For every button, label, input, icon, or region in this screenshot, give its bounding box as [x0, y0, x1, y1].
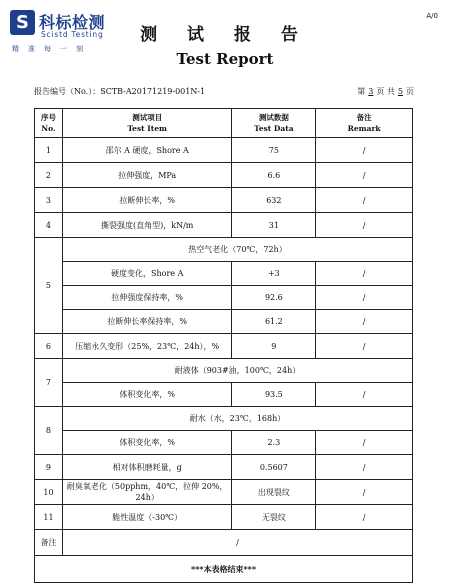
cell-remark: / [316, 505, 413, 530]
table-row [35, 286, 413, 310]
cell-remark: / [316, 286, 413, 310]
cell-group-title: 耐水（水，23℃，168h） [62, 407, 412, 431]
table-row [35, 359, 413, 383]
cell-data: 2.3 [232, 431, 316, 455]
logo-slogan: 精准每一刻 [12, 45, 92, 53]
table-row [35, 455, 413, 480]
cell-data: 92.6 [232, 286, 316, 310]
cell-item: 相对体积磨耗量，g [62, 455, 232, 480]
cell-no: 10 [35, 480, 63, 505]
page-current: 3 [368, 87, 374, 96]
table-row [35, 213, 413, 238]
table-end-marker: ***本表格结束*** [35, 556, 413, 583]
col-header-data: 测试数据 Test Data [232, 109, 316, 138]
cell-remark: / [316, 431, 413, 455]
cell-no: 8 [35, 407, 63, 455]
cell-group-title: 耐液体（903#油，100℃，24h） [62, 359, 412, 383]
cell-item: 拉伸强度保持率，% [62, 286, 232, 310]
cell-data: 出现裂纹 [232, 480, 316, 505]
cell-data: 75 [232, 138, 316, 163]
page-indicator [357, 86, 414, 97]
report-number: 报告编号（No.）：SCTB-A20171219-001N-1 [34, 87, 206, 96]
cell-no: 1 [35, 138, 63, 163]
cell-data: 632 [232, 188, 316, 213]
cell-data: 31 [232, 213, 316, 238]
test-results-table [34, 108, 413, 583]
cell-item: 拉断伸长率，% [62, 188, 232, 213]
table-row [35, 383, 413, 407]
cell-no: 6 [35, 334, 63, 359]
page-title-en: Test Report [176, 50, 274, 68]
page-code: A/0 [426, 12, 438, 20]
cell-no: 9 [35, 455, 63, 480]
col-header-item: 测试项目 Test Item [62, 109, 232, 138]
table-row [35, 238, 413, 262]
cell-data: 0.5607 [232, 455, 316, 480]
cell-remark: / [316, 310, 413, 334]
cell-remark: / [316, 480, 413, 505]
table-row [35, 334, 413, 359]
cell-remark: / [316, 334, 413, 359]
cell-remark: / [316, 383, 413, 407]
table-row [35, 505, 413, 530]
cell-item: 耐臭氧老化（50pphm，40℃，拉伸 20%，24h） [62, 480, 232, 505]
cell-item: 硬度变化，Shore A [62, 262, 232, 286]
cell-no: 3 [35, 188, 63, 213]
cell-item: 撕裂强度(直角型)，kN/m [62, 213, 232, 238]
cell-no: 7 [35, 359, 63, 407]
page-mid: 页 共 [376, 87, 395, 96]
cell-item: 拉断伸长率保持率，% [62, 310, 232, 334]
cell-remark: / [316, 455, 413, 480]
cell-group-title: 热空气老化（70℃，72h） [62, 238, 412, 262]
cell-remark: / [316, 163, 413, 188]
table-header-row [35, 109, 413, 138]
note-value: / [62, 530, 412, 556]
table-row [35, 188, 413, 213]
table-row [35, 262, 413, 286]
cell-data: 6.6 [232, 163, 316, 188]
cell-no: 5 [35, 238, 63, 334]
cell-item: 拉伸强度，MPa [62, 163, 232, 188]
table-row [35, 480, 413, 505]
cell-no: 2 [35, 163, 63, 188]
page-suffix: 页 [406, 87, 414, 96]
cell-remark: / [316, 213, 413, 238]
table-row [35, 310, 413, 334]
cell-data: 93.5 [232, 383, 316, 407]
cell-item: 体积变化率，% [62, 431, 232, 455]
cell-item: 邵尔 A 硬度，Shore A [62, 138, 232, 163]
page-prefix: 第 [357, 87, 366, 96]
table-row [35, 163, 413, 188]
logo-mark-icon: S [10, 10, 35, 35]
cell-item: 压缩永久变形（25%，23℃，24h），% [62, 334, 232, 359]
cell-data: +3 [232, 262, 316, 286]
page-total: 5 [397, 87, 403, 96]
table-row [35, 407, 413, 431]
cell-data: 61.2 [232, 310, 316, 334]
logo-name-cn: 科标检测 [39, 13, 106, 32]
col-header-remark: 备注 Remark [316, 109, 413, 138]
cell-item: 体积变化率，% [62, 383, 232, 407]
cell-no: 11 [35, 505, 63, 530]
logo-name-en: Scistd Testing [41, 30, 104, 39]
note-row [35, 530, 413, 556]
col-header-no: 序号 No. [35, 109, 63, 138]
end-row [35, 556, 413, 583]
cell-remark: / [316, 262, 413, 286]
cell-remark: / [316, 188, 413, 213]
cell-remark: / [316, 138, 413, 163]
page-title-cn: 测 试 报 告 [140, 25, 310, 45]
note-label: 备注 [35, 530, 63, 556]
table-row [35, 431, 413, 455]
cell-item: 脆性温度（-30℃） [62, 505, 232, 530]
table-row [35, 138, 413, 163]
cell-data: 无裂纹 [232, 505, 316, 530]
cell-no: 4 [35, 213, 63, 238]
cell-data: 9 [232, 334, 316, 359]
